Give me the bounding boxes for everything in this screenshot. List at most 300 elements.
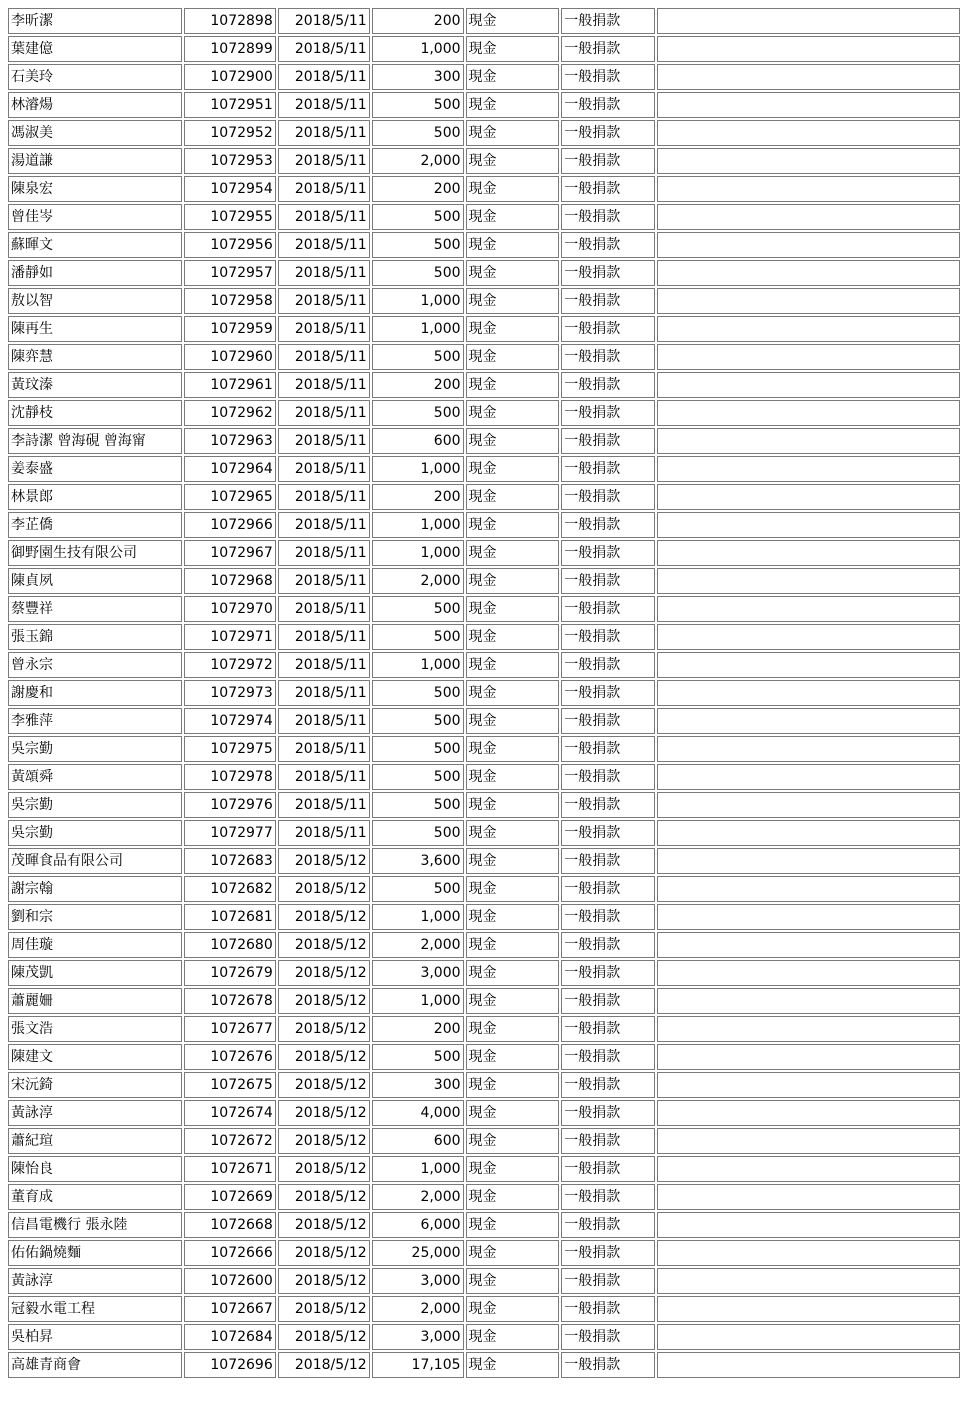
donation-type-cell: 一般捐款 — [561, 36, 655, 62]
donation-type-cell: 一般捐款 — [561, 428, 655, 454]
donation-date-cell: 2018/5/12 — [278, 1156, 370, 1182]
table-row — [8, 120, 960, 146]
donor-name-cell: 信昌電機行 張永陸 — [8, 1212, 182, 1238]
amount-cell: 17,105 — [372, 1352, 464, 1378]
donation-date-cell: 2018/5/12 — [278, 1100, 370, 1126]
table-row — [8, 680, 960, 706]
payment-method-cell: 現金 — [466, 1072, 560, 1098]
table-row — [8, 1352, 960, 1378]
receipt-number-cell: 1072973 — [184, 680, 276, 706]
donation-date-cell: 2018/5/11 — [278, 232, 370, 258]
donation-type-cell: 一般捐款 — [561, 1044, 655, 1070]
donor-name-cell: 謝宗翰 — [8, 876, 182, 902]
note-cell — [657, 64, 960, 90]
receipt-number-cell: 1072967 — [184, 540, 276, 566]
donor-name-cell: 劉和宗 — [8, 904, 182, 930]
amount-cell: 500 — [372, 120, 464, 146]
receipt-number-cell: 1072964 — [184, 456, 276, 482]
donation-date-cell: 2018/5/11 — [278, 596, 370, 622]
note-cell — [657, 820, 960, 846]
donation-date-cell: 2018/5/11 — [278, 792, 370, 818]
donor-name-cell: 石美玲 — [8, 64, 182, 90]
note-cell — [657, 848, 960, 874]
note-cell — [657, 120, 960, 146]
donation-date-cell: 2018/5/11 — [278, 260, 370, 286]
table-row — [8, 624, 960, 650]
note-cell — [657, 1324, 960, 1350]
payment-method-cell: 現金 — [466, 960, 560, 986]
donation-type-cell: 一般捐款 — [561, 92, 655, 118]
donor-name-cell: 蘇暉文 — [8, 232, 182, 258]
donation-date-cell: 2018/5/12 — [278, 1016, 370, 1042]
payment-method-cell: 現金 — [466, 288, 560, 314]
donation-date-cell: 2018/5/11 — [278, 484, 370, 510]
receipt-number-cell: 1072696 — [184, 1352, 276, 1378]
donation-date-cell: 2018/5/12 — [278, 1352, 370, 1378]
payment-method-cell: 現金 — [466, 1044, 560, 1070]
note-cell — [657, 680, 960, 706]
donation-type-cell: 一般捐款 — [561, 876, 655, 902]
donor-name-cell: 湯道謙 — [8, 148, 182, 174]
donation-type-cell: 一般捐款 — [561, 596, 655, 622]
amount-cell: 500 — [372, 792, 464, 818]
payment-method-cell: 現金 — [466, 8, 560, 34]
donor-name-cell: 潘靜如 — [8, 260, 182, 286]
payment-method-cell: 現金 — [466, 232, 560, 258]
donation-type-cell: 一般捐款 — [561, 344, 655, 370]
note-cell — [657, 176, 960, 202]
payment-method-cell: 現金 — [466, 176, 560, 202]
receipt-number-cell: 1072669 — [184, 1184, 276, 1210]
payment-method-cell: 現金 — [466, 540, 560, 566]
receipt-number-cell: 1072682 — [184, 876, 276, 902]
note-cell — [657, 792, 960, 818]
payment-method-cell: 現金 — [466, 64, 560, 90]
donation-type-cell: 一般捐款 — [561, 1212, 655, 1238]
table-row — [8, 1156, 960, 1182]
donor-name-cell: 黃詠淳 — [8, 1100, 182, 1126]
note-cell — [657, 288, 960, 314]
amount-cell: 500 — [372, 680, 464, 706]
payment-method-cell: 現金 — [466, 596, 560, 622]
amount-cell: 500 — [372, 400, 464, 426]
note-cell — [657, 36, 960, 62]
payment-method-cell: 現金 — [466, 1268, 560, 1294]
table-row — [8, 484, 960, 510]
donor-name-cell: 林濬煬 — [8, 92, 182, 118]
note-cell — [657, 904, 960, 930]
donation-date-cell: 2018/5/12 — [278, 1324, 370, 1350]
donor-name-cell: 葉建億 — [8, 36, 182, 62]
table-row — [8, 764, 960, 790]
donation-type-cell: 一般捐款 — [561, 64, 655, 90]
payment-method-cell: 現金 — [466, 708, 560, 734]
table-row — [8, 176, 960, 202]
donation-type-cell: 一般捐款 — [561, 484, 655, 510]
payment-method-cell: 現金 — [466, 372, 560, 398]
receipt-number-cell: 1072683 — [184, 848, 276, 874]
receipt-number-cell: 1072679 — [184, 960, 276, 986]
receipt-number-cell: 1072899 — [184, 36, 276, 62]
donor-name-cell: 陳弈慧 — [8, 344, 182, 370]
payment-method-cell: 現金 — [466, 260, 560, 286]
donation-date-cell: 2018/5/12 — [278, 932, 370, 958]
donation-date-cell: 2018/5/12 — [278, 1072, 370, 1098]
table-row — [8, 1016, 960, 1042]
donation-type-cell: 一般捐款 — [561, 176, 655, 202]
donation-type-cell: 一般捐款 — [561, 932, 655, 958]
table-row — [8, 92, 960, 118]
donation-date-cell: 2018/5/11 — [278, 652, 370, 678]
table-row — [8, 568, 960, 594]
table-row — [8, 1212, 960, 1238]
receipt-number-cell: 1072975 — [184, 736, 276, 762]
amount-cell: 200 — [372, 1016, 464, 1042]
table-row — [8, 428, 960, 454]
receipt-number-cell: 1072971 — [184, 624, 276, 650]
donation-date-cell: 2018/5/11 — [278, 64, 370, 90]
note-cell — [657, 316, 960, 342]
table-row — [8, 876, 960, 902]
table-row — [8, 456, 960, 482]
amount-cell: 1,000 — [372, 988, 464, 1014]
note-cell — [657, 148, 960, 174]
amount-cell: 300 — [372, 1072, 464, 1098]
amount-cell: 1,000 — [372, 904, 464, 930]
note-cell — [657, 344, 960, 370]
donation-type-cell: 一般捐款 — [561, 1156, 655, 1182]
donation-type-cell: 一般捐款 — [561, 736, 655, 762]
donation-date-cell: 2018/5/11 — [278, 204, 370, 230]
payment-method-cell: 現金 — [466, 876, 560, 902]
donor-name-cell: 陳茂凱 — [8, 960, 182, 986]
donor-name-cell: 佑佑鍋燒麵 — [8, 1240, 182, 1266]
payment-method-cell: 現金 — [466, 736, 560, 762]
note-cell — [657, 372, 960, 398]
donor-name-cell: 黃詠淳 — [8, 1268, 182, 1294]
amount-cell: 500 — [372, 344, 464, 370]
donation-date-cell: 2018/5/11 — [278, 820, 370, 846]
table-row — [8, 1128, 960, 1154]
donor-name-cell: 姜泰盛 — [8, 456, 182, 482]
donation-date-cell: 2018/5/11 — [278, 456, 370, 482]
donor-name-cell: 吳宗勤 — [8, 792, 182, 818]
note-cell — [657, 540, 960, 566]
payment-method-cell: 現金 — [466, 764, 560, 790]
amount-cell: 3,000 — [372, 960, 464, 986]
receipt-number-cell: 1072960 — [184, 344, 276, 370]
donation-date-cell: 2018/5/11 — [278, 92, 370, 118]
donation-type-cell: 一般捐款 — [561, 540, 655, 566]
donor-name-cell: 張玉錦 — [8, 624, 182, 650]
receipt-number-cell: 1072952 — [184, 120, 276, 146]
amount-cell: 3,000 — [372, 1268, 464, 1294]
donation-date-cell: 2018/5/11 — [278, 512, 370, 538]
receipt-number-cell: 1072965 — [184, 484, 276, 510]
payment-method-cell: 現金 — [466, 120, 560, 146]
table-row — [8, 344, 960, 370]
table-row — [8, 1044, 960, 1070]
donation-type-cell: 一般捐款 — [561, 1016, 655, 1042]
donation-date-cell: 2018/5/11 — [278, 120, 370, 146]
donation-type-cell: 一般捐款 — [561, 1324, 655, 1350]
receipt-number-cell: 1072600 — [184, 1268, 276, 1294]
donation-date-cell: 2018/5/12 — [278, 1044, 370, 1070]
note-cell — [657, 876, 960, 902]
donor-name-cell: 陳建文 — [8, 1044, 182, 1070]
amount-cell: 2,000 — [372, 932, 464, 958]
note-cell — [657, 1352, 960, 1378]
note-cell — [657, 988, 960, 1014]
donor-name-cell: 張文浩 — [8, 1016, 182, 1042]
donation-type-cell: 一般捐款 — [561, 1240, 655, 1266]
donation-date-cell: 2018/5/11 — [278, 708, 370, 734]
amount-cell: 600 — [372, 428, 464, 454]
amount-cell: 6,000 — [372, 1212, 464, 1238]
table-row — [8, 148, 960, 174]
receipt-number-cell: 1072666 — [184, 1240, 276, 1266]
table-row — [8, 372, 960, 398]
donor-name-cell: 冠毅水電工程 — [8, 1296, 182, 1322]
donor-name-cell: 陳貞夙 — [8, 568, 182, 594]
donor-name-cell: 蕭麗姍 — [8, 988, 182, 1014]
table-row — [8, 792, 960, 818]
receipt-number-cell: 1072961 — [184, 372, 276, 398]
donor-name-cell: 吳柏昇 — [8, 1324, 182, 1350]
receipt-number-cell: 1072667 — [184, 1296, 276, 1322]
table-row — [8, 400, 960, 426]
table-row — [8, 596, 960, 622]
donation-date-cell: 2018/5/12 — [278, 876, 370, 902]
donation-type-cell: 一般捐款 — [561, 1072, 655, 1098]
receipt-number-cell: 1072900 — [184, 64, 276, 90]
note-cell — [657, 1016, 960, 1042]
donation-type-cell: 一般捐款 — [561, 904, 655, 930]
amount-cell: 500 — [372, 708, 464, 734]
receipt-number-cell: 1072954 — [184, 176, 276, 202]
donation-date-cell: 2018/5/12 — [278, 1268, 370, 1294]
payment-method-cell: 現金 — [466, 316, 560, 342]
table-row — [8, 36, 960, 62]
donation-type-cell: 一般捐款 — [561, 1100, 655, 1126]
donor-name-cell: 陳再生 — [8, 316, 182, 342]
note-cell — [657, 1128, 960, 1154]
table-row — [8, 1296, 960, 1322]
table-row — [8, 512, 960, 538]
donor-name-cell: 御野園生技有限公司 — [8, 540, 182, 566]
receipt-number-cell: 1072677 — [184, 1016, 276, 1042]
payment-method-cell: 現金 — [466, 624, 560, 650]
amount-cell: 1,000 — [372, 1156, 464, 1182]
donor-name-cell: 李昕潔 — [8, 8, 182, 34]
table-row — [8, 288, 960, 314]
donor-name-cell: 李雅萍 — [8, 708, 182, 734]
donor-name-cell: 李詩潔 曾海硯 曾海甯 — [8, 428, 182, 454]
payment-method-cell: 現金 — [466, 148, 560, 174]
donation-date-cell: 2018/5/11 — [278, 176, 370, 202]
amount-cell: 200 — [372, 176, 464, 202]
payment-method-cell: 現金 — [466, 680, 560, 706]
receipt-number-cell: 1072681 — [184, 904, 276, 930]
receipt-number-cell: 1072972 — [184, 652, 276, 678]
receipt-number-cell: 1072978 — [184, 764, 276, 790]
donation-date-cell: 2018/5/11 — [278, 764, 370, 790]
donor-name-cell: 周佳璇 — [8, 932, 182, 958]
receipt-number-cell: 1072678 — [184, 988, 276, 1014]
payment-method-cell: 現金 — [466, 1184, 560, 1210]
amount-cell: 3,000 — [372, 1324, 464, 1350]
donation-type-cell: 一般捐款 — [561, 260, 655, 286]
donor-name-cell: 董育成 — [8, 1184, 182, 1210]
payment-method-cell: 現金 — [466, 1324, 560, 1350]
receipt-number-cell: 1072968 — [184, 568, 276, 594]
note-cell — [657, 512, 960, 538]
receipt-number-cell: 1072966 — [184, 512, 276, 538]
amount-cell: 2,000 — [372, 1184, 464, 1210]
donor-name-cell: 吳宗勤 — [8, 820, 182, 846]
note-cell — [657, 1184, 960, 1210]
donor-name-cell: 李芷僑 — [8, 512, 182, 538]
donation-type-cell: 一般捐款 — [561, 1128, 655, 1154]
amount-cell: 1,000 — [372, 540, 464, 566]
receipt-number-cell: 1072684 — [184, 1324, 276, 1350]
donation-table-body — [8, 8, 960, 1378]
donor-name-cell: 蔡豐祥 — [8, 596, 182, 622]
amount-cell: 500 — [372, 92, 464, 118]
table-row — [8, 232, 960, 258]
payment-method-cell: 現金 — [466, 932, 560, 958]
donation-date-cell: 2018/5/11 — [278, 540, 370, 566]
donation-type-cell: 一般捐款 — [561, 960, 655, 986]
payment-method-cell: 現金 — [466, 512, 560, 538]
amount-cell: 500 — [372, 876, 464, 902]
amount-cell: 500 — [372, 1044, 464, 1070]
table-row — [8, 316, 960, 342]
donation-date-cell: 2018/5/12 — [278, 1212, 370, 1238]
amount-cell: 25,000 — [372, 1240, 464, 1266]
donation-type-cell: 一般捐款 — [561, 204, 655, 230]
donor-name-cell: 敖以智 — [8, 288, 182, 314]
note-cell — [657, 932, 960, 958]
donation-type-cell: 一般捐款 — [561, 232, 655, 258]
table-row — [8, 988, 960, 1014]
payment-method-cell: 現金 — [466, 428, 560, 454]
donation-type-cell: 一般捐款 — [561, 1352, 655, 1378]
payment-method-cell: 現金 — [466, 1352, 560, 1378]
amount-cell: 500 — [372, 624, 464, 650]
donation-date-cell: 2018/5/11 — [278, 428, 370, 454]
note-cell — [657, 1296, 960, 1322]
receipt-number-cell: 1072676 — [184, 1044, 276, 1070]
amount-cell: 200 — [372, 484, 464, 510]
amount-cell: 4,000 — [372, 1100, 464, 1126]
donation-date-cell: 2018/5/12 — [278, 904, 370, 930]
donor-name-cell: 馮淑美 — [8, 120, 182, 146]
note-cell — [657, 568, 960, 594]
note-cell — [657, 232, 960, 258]
donor-name-cell: 茂暉食品有限公司 — [8, 848, 182, 874]
table-row — [8, 1100, 960, 1126]
note-cell — [657, 624, 960, 650]
donation-type-cell: 一般捐款 — [561, 288, 655, 314]
note-cell — [657, 92, 960, 118]
table-row — [8, 820, 960, 846]
table-row — [8, 736, 960, 762]
amount-cell: 1,000 — [372, 288, 464, 314]
note-cell — [657, 736, 960, 762]
donation-date-cell: 2018/5/11 — [278, 372, 370, 398]
donation-type-cell: 一般捐款 — [561, 680, 655, 706]
note-cell — [657, 960, 960, 986]
donor-name-cell: 吳宗勤 — [8, 736, 182, 762]
donation-type-cell: 一般捐款 — [561, 1296, 655, 1322]
amount-cell: 200 — [372, 372, 464, 398]
payment-method-cell: 現金 — [466, 1016, 560, 1042]
note-cell — [657, 1156, 960, 1182]
table-row — [8, 540, 960, 566]
donation-type-cell: 一般捐款 — [561, 988, 655, 1014]
amount-cell: 200 — [372, 8, 464, 34]
donor-name-cell: 陳怡良 — [8, 1156, 182, 1182]
note-cell — [657, 1212, 960, 1238]
amount-cell: 500 — [372, 204, 464, 230]
note-cell — [657, 1072, 960, 1098]
amount-cell: 3,600 — [372, 848, 464, 874]
receipt-number-cell: 1072970 — [184, 596, 276, 622]
table-row — [8, 64, 960, 90]
donation-type-cell: 一般捐款 — [561, 764, 655, 790]
donation-table — [6, 6, 962, 1380]
donation-date-cell: 2018/5/11 — [278, 148, 370, 174]
donation-type-cell: 一般捐款 — [561, 148, 655, 174]
donation-date-cell: 2018/5/11 — [278, 288, 370, 314]
receipt-number-cell: 1072957 — [184, 260, 276, 286]
payment-method-cell: 現金 — [466, 344, 560, 370]
donation-type-cell: 一般捐款 — [561, 512, 655, 538]
table-row — [8, 652, 960, 678]
table-row — [8, 904, 960, 930]
donation-type-cell: 一般捐款 — [561, 456, 655, 482]
donor-name-cell: 黃頌舜 — [8, 764, 182, 790]
table-row — [8, 260, 960, 286]
payment-method-cell: 現金 — [466, 988, 560, 1014]
donation-date-cell: 2018/5/12 — [278, 960, 370, 986]
amount-cell: 1,000 — [372, 316, 464, 342]
note-cell — [657, 204, 960, 230]
payment-method-cell: 現金 — [466, 848, 560, 874]
payment-method-cell: 現金 — [466, 400, 560, 426]
donation-date-cell: 2018/5/11 — [278, 680, 370, 706]
table-row — [8, 960, 960, 986]
amount-cell: 2,000 — [372, 148, 464, 174]
receipt-number-cell: 1072672 — [184, 1128, 276, 1154]
donor-name-cell: 謝慶和 — [8, 680, 182, 706]
donation-date-cell: 2018/5/11 — [278, 316, 370, 342]
donation-type-cell: 一般捐款 — [561, 1268, 655, 1294]
table-row — [8, 1240, 960, 1266]
note-cell — [657, 708, 960, 734]
payment-method-cell: 現金 — [466, 1156, 560, 1182]
note-cell — [657, 428, 960, 454]
note-cell — [657, 1240, 960, 1266]
donation-type-cell: 一般捐款 — [561, 792, 655, 818]
amount-cell: 1,000 — [372, 512, 464, 538]
donation-type-cell: 一般捐款 — [561, 568, 655, 594]
payment-method-cell: 現金 — [466, 1212, 560, 1238]
amount-cell: 1,000 — [372, 36, 464, 62]
payment-method-cell: 現金 — [466, 1296, 560, 1322]
donor-name-cell: 高雄青商會 — [8, 1352, 182, 1378]
